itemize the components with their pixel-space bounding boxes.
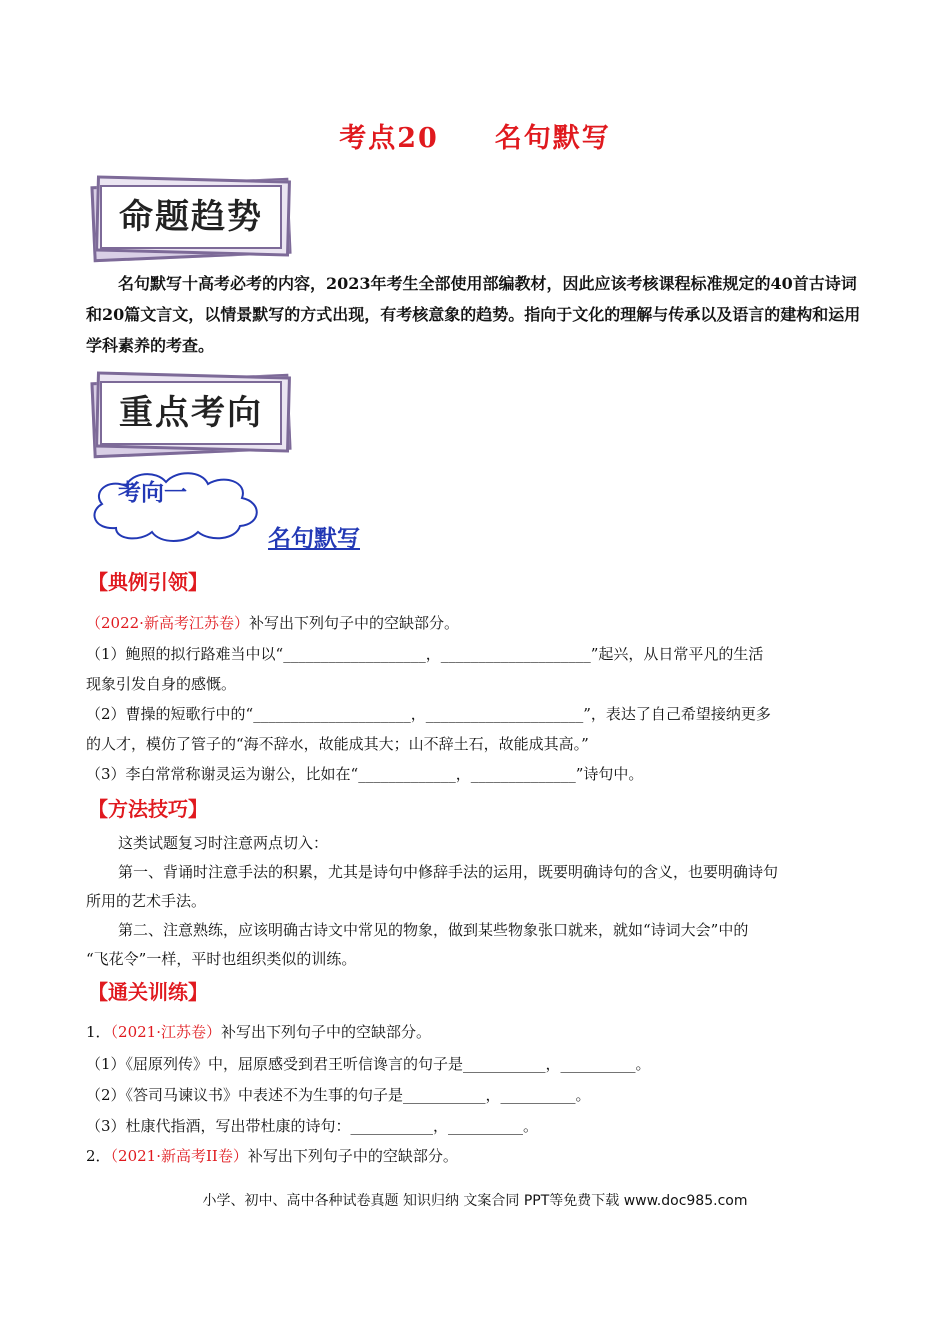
example-prompt: 补写出下列句子中的空缺部分。 bbox=[248, 614, 459, 632]
section-example-header: 【典例引领】 bbox=[88, 570, 208, 594]
banner-trend bbox=[88, 172, 298, 262]
intro-paragraph: 名句默写十高考必考的内容，2023年考生全部使用部编教材，因此应该考核课程标准规定的40首古诗词和20篇文言文，以情景默写的方式出现，有考核意象的趋势。指向于文化的理解与传承以及语言的建构和运用学科素养的考查。 bbox=[86, 274, 861, 355]
example-intro bbox=[86, 608, 866, 638]
page-footer: 小学、初中、高中各种试卷真题 知识归纳 文案合同 PPT等免费下载 www.doc985.com bbox=[202, 1193, 748, 1209]
practice-item1-num: 1． bbox=[86, 1023, 111, 1041]
title-part2: 名句默写 bbox=[494, 123, 611, 154]
practice-item1-q3: （3）杜康代指酒，写出带杜康的诗句：___________，__________。 bbox=[86, 1117, 539, 1135]
practice-item2-source: （2021·新高考II卷） bbox=[110, 1147, 248, 1165]
method-p1-line1: 第一、背诵时注意手法的积累，尤其是诗句中修辞手法的运用，既要明确诗句的含义，也要明确诗句 bbox=[118, 863, 779, 881]
practice-item1-q2: （2）《答司马谏议书》中表述不为生事的句子是___________，__________。 bbox=[86, 1086, 591, 1104]
example-q2-line2: 的人才，模仿了管子的“海不辞水，故能成其大；山不辞土石，故能成其高。” bbox=[86, 735, 589, 753]
page-title bbox=[0, 116, 950, 155]
practice-item2-prompt: 补写出下列句子中的空缺部分。 bbox=[247, 1147, 458, 1165]
example-q3: （3）李白常常称谢灵运为谢公，比如在“_____________，______________”诗句中。 bbox=[86, 765, 644, 783]
example-source: （2022·新高考江苏卷） bbox=[86, 614, 249, 632]
example-q1-line1: （1）鲍照的拟行路难当中以“___________________，____________________”起兴，从日常平凡的生活 bbox=[86, 645, 764, 663]
practice-item2-num: 2． bbox=[86, 1147, 111, 1165]
method-p2-line1: 第二、注意熟练，应该明确古诗文中常见的物象，做到某些物象张口就来，就如“诗词大会”中的 bbox=[118, 921, 749, 939]
banner-trend-label: 命题趋势 bbox=[119, 197, 263, 237]
direction-subtitle[interactable]: 名句默写 bbox=[268, 526, 360, 552]
example-q2-line1: （2）曹操的短歌行中的“_____________________，_____________________”，表达了自己希望接纳更多 bbox=[86, 705, 771, 723]
method-p1-line2: 所用的艺术手法。 bbox=[86, 892, 207, 910]
practice-item1 bbox=[86, 1017, 866, 1047]
method-p2-line2: “飞花令”一样，平时也组织类似的训练。 bbox=[86, 950, 357, 968]
direction-cloud-label: 考向一 bbox=[118, 480, 187, 506]
practice-item1-source: （2021·江苏卷） bbox=[110, 1023, 221, 1041]
practice-item1-q1: （1）《屈原列传》中，屈原感受到君王听信谗言的句子是___________，__________。 bbox=[86, 1055, 651, 1073]
practice-item2 bbox=[86, 1141, 866, 1171]
method-p0: 这类试题复习时注意两点切入： bbox=[118, 834, 329, 852]
banner-focus-label: 重点考向 bbox=[119, 393, 263, 433]
example-q1-line2: 现象引发自身的感慨。 bbox=[86, 675, 237, 693]
banner-focus bbox=[88, 368, 298, 458]
section-method-header: 【方法技巧】 bbox=[88, 797, 208, 821]
section-practice-header: 【通关训练】 bbox=[88, 980, 208, 1004]
practice-item1-prompt: 补写出下列句子中的空缺部分。 bbox=[221, 1023, 432, 1041]
title-part1: 考点20 bbox=[339, 123, 439, 154]
